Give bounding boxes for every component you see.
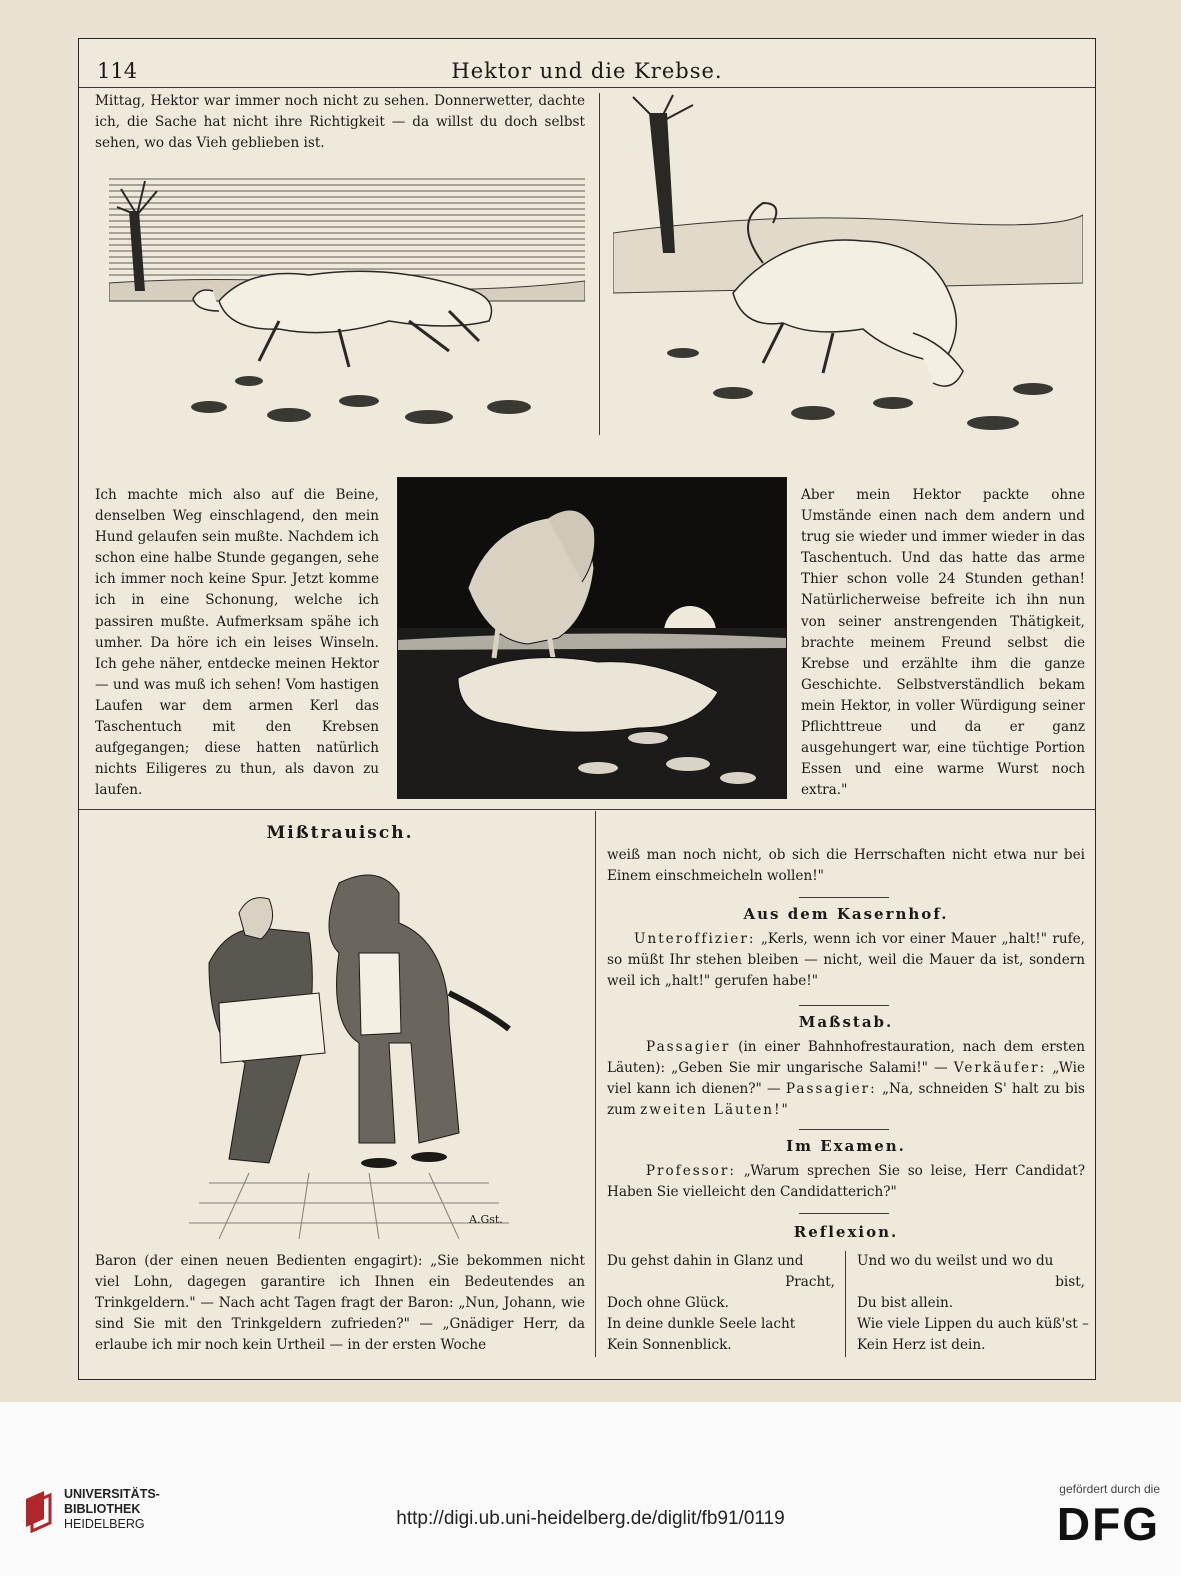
column-divider-top [599,93,600,435]
misstrauisch-title: Mißtrauisch. [266,823,414,843]
massstab-speaker-2: Verkäufer: [953,1060,1047,1077]
massstab-text [607,1037,1085,1121]
dfg-logo: DFG [1056,1498,1160,1550]
column-divider-bottom [595,811,596,1357]
story-left-column: Ich machte mich also auf die Beine, denselben Weg einschlagend, den mein Hund gelaufen sein mußte. Nachdem ich schon eine halbe Stunde gegangen, sehe ich immer noch keine Spur. Jetzt komme ich in eine Schonung, welche ich passiren mußte. Aufmerksam spähe ich umher. Da höre ich ein leises Winseln. Ich gehe näher, entdecke meinen Hektor — und was muß ich sehen! Vom hastigen Laufen war dem armen Kerl das Taschentuch mit den Krebsen aufgegangen; diese hatten natürlich nichts Eiligeres zu thun, als davon zu laufen. [95,487,379,799]
section-rule [79,809,1095,810]
page-frame [78,38,1096,1380]
poem-line: Und wo du weilst und wo du [857,1253,1054,1269]
examen-title: Im Examen. [786,1137,906,1155]
page-number: 114 [97,59,138,83]
poem-line: Kein Sonnenblick. [607,1337,732,1353]
library-name-line: UNIVERSITÄTS- [64,1487,160,1501]
massstab-line-3: „Na, schneiden S' halt zu bis zum [607,1081,1086,1119]
cartoon-signature: A.Gst. [469,1213,503,1226]
reflexion-column-1 [607,1251,835,1356]
story-intro: Mittag, Hektor war immer noch nicht zu sehen. Donnerwetter, dachte ich, die Sache hat nicht ihre Richtigkeit — da willst du doch selbst sehen, wo das Vieh geblieben ist. [95,93,585,152]
library-name-line: HEIDELBERG [64,1517,145,1531]
page-title: Hektor und die Krebse. [451,59,723,83]
poem-line: bist, [1055,1274,1085,1290]
misstrauisch-text: Baron (der einen neuen Bedienten engagirt): „Sie bekommen nicht viel Lohn, dagegen garantire ich Ihnen ein Bedeutendes an Trinkgeldern." — Nach acht Tagen fragt der Baron: „Nun, Johann, wie sind Sie mit den Trinkgeldern zufrieden?" — „Gnädiger Herr, da erlaube ich mir noch kein Urtheil — in der ersten Woche [95,1253,585,1354]
divider-1 [799,897,889,898]
poem-line: Kein Herz ist dein. [857,1337,986,1353]
library-name-line: BIBLIOTHEK [64,1502,141,1516]
kasernhof-speaker: Unteroffizier: [633,931,756,947]
poem-line: Du bist allein. [857,1295,954,1311]
story-right-column: Aber mein Hektor packte ohne Umstände einen nach dem andern und trug sie wieder und immer wieder in das Taschentuch. Und das hatte das arme Thier schon volle 24 Stunden gethan! Natürlicherweise befreite ich ihn nun von seiner anstrengenden Thätigkeit, brachte meinem Freund selbst die Krebse und erzählte ihm die ganze Geschichte. Selbstverständlich bekam mein Hektor, in voller Würdigung seiner Pflichttreue und da er ganz ausgehungert war, eine tüchtige Portion Essen und eine warme Wurst noch extra." [801,487,1085,799]
divider-2 [799,1005,889,1006]
reflexion-column-2 [857,1251,1089,1356]
illustrator-signature: E.Reinicke.89. [405,774,501,789]
examen-text [607,1161,1085,1203]
kasernhof-quote: „Kerls, wenn ich vor einer Mauer „halt!" rufe, so müßt Ihr stehen bleiben — nicht, weil die Mauer da ist, sondern weil ich „halt!" gerufen habe!" [607,931,1085,990]
illustration-night-dog [397,477,787,799]
reflexion-title: Reflexion. [793,1223,899,1241]
massstab-speaker-3: Passagier: [785,1081,877,1098]
kasernhof-title: Aus dem Kasernhof. [743,905,949,923]
massstab-emphasis: zweiten Läuten!" [640,1102,790,1119]
running-header [97,59,1077,89]
illustration-dog-with-crabs [613,93,1083,441]
massstab-line-2: „Wie viel kann ich dienen?" — [607,1060,1085,1098]
divider-3 [799,1129,889,1130]
permalink-url[interactable]: http://digi.ub.uni-heidelberg.de/diglit/fb91/0119 [396,1508,785,1529]
poem-line: In deine dunkle Seele lacht [607,1316,796,1332]
massstab-speaker-1: Passagier [646,1039,731,1055]
divider-4 [799,1213,889,1214]
misstrauisch-continuation: weiß man noch nicht, ob sich die Herrschaften nicht etwa nur bei Einem einschmeicheln wollen!" [607,847,1085,885]
kasernhof-text [607,929,1085,992]
examen-speaker: Professor: [645,1163,736,1179]
examen-quote: „Warum sprechen Sie so leise, Herr Candidat? Haben Sie vielleicht den Candidatterich?" [607,1163,1085,1201]
poem-line: Wie viele Lippen du auch küß'st – [857,1316,1089,1332]
massstab-line-1: (in einer Bahnhofrestauration, nach dem ersten Läuten): „Geben Sie mir ungarische Salami!" — [607,1039,1085,1077]
massstab-title: Maßstab. [798,1013,894,1031]
illustration-running-dog [109,171,585,441]
funder-logo[interactable] [1030,1482,1160,1562]
illustration-baron-and-servant [149,843,539,1239]
header-rule [79,87,1095,88]
poem-line: Du gehst dahin in Glanz und [607,1253,804,1269]
poem-divider [845,1251,846,1357]
poem-line: Doch ohne Glück. [607,1295,729,1311]
poem-line: Pracht, [785,1274,835,1290]
funded-by-label: gefördert durch die [1059,1482,1160,1496]
